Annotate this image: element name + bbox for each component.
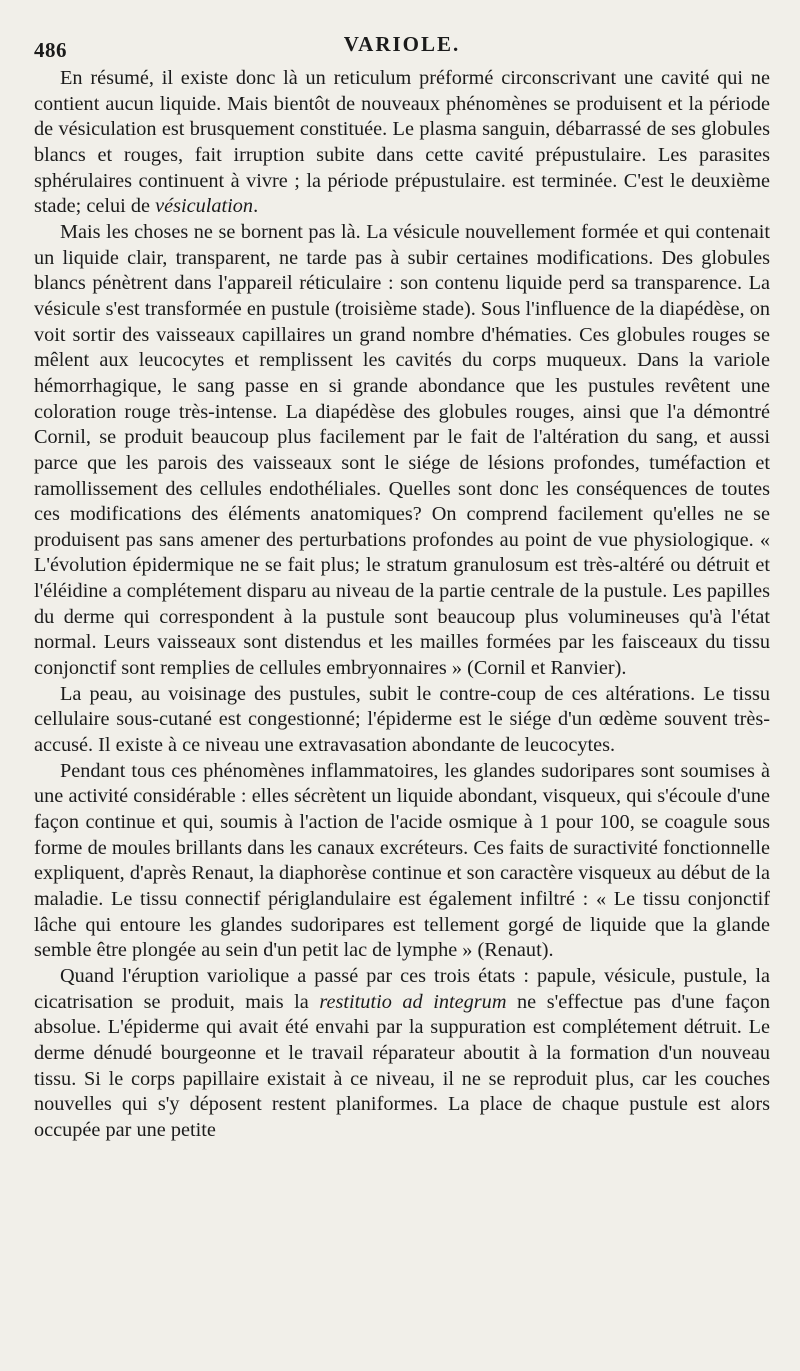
page-header: [34, 22, 770, 66]
page-number: 486: [34, 38, 67, 62]
paragraph: En résumé, il existe donc là un reticulum préformé circonscrivant une cavité qui ne contient aucun liquide. Mais bientôt de nouveaux phénomènes se produisent et la période de vésiculation est brusquement constituée. Le plasma sanguin, débarrassé de ses globules blancs et rouges, fait irruption subite dans cette cavité prépustulaire. Les parasites sphérulaires continuent à vivre ; la période prépustulaire. est terminée. C'est le deuxième stade; celui de vésiculation.: [34, 67, 770, 218]
running-title: VARIOLE.: [343, 32, 461, 56]
italic-term: restitutio ad integrum: [319, 990, 507, 1013]
paragraph: Mais les choses ne se bornent pas là. La vésicule nouvellement formée et qui contenait un liquide clair, transparent, ne tarde pas à subir certaines modifications. Des globules blancs pénètrent dans l'appareil réticulaire : son contenu liquide perd sa transparence. La vésicule s'est transformée en pustule (troisième stade). Sous l'influence de la diapédèse, on voit sortir des vaisseaux capillaires un grand nombre d'hématies. Ces globules rouges se mêlent aux leucocytes et remplissent les cavités du corps muqueux. Dans la variole hémorrhagique, le sang passe en si grande abondance que les pustules revêtent une coloration rouge très-intense. La diapédèse des globules rouges, ainsi que l'a démontré Cornil, se produit beaucoup plus facilement par le fait de l'altération du sang, et aussi parce que les parois des vaisseaux sont le siége de lésions profondes, tuméfaction et ramollissement des cellules endothéliales. Quelles sont donc les conséquences de toutes ces modifications des éléments anatomiques? On comprend facilement qu'elles ne se produisent pas sans amener des perturbations profondes au point de vue physiologique. « L'évolution épidermique ne se fait plus; le stratum granulosum est très-altéré ou détruit et l'éléidine a complétement disparu au niveau de la partie centrale de la pustule. Les papilles du derme qui correspondent à la pustule sont beaucoup plus volumineuses qu'à l'état normal. Leurs vaisseaux sont distendus et les mailles formées par les faisceaux du tissu conjonctif sont remplies de cellules embryonnaires » (Cornil et Ranvier).: [34, 220, 770, 680]
paragraph: Pendant tous ces phénomènes inflammatoires, les glandes sudoripares sont soumises à une activité considérable : elles sécrètent un liquide abondant, visqueux, qui s'écoule d'une façon continue et qui, soumis à l'action de l'acide osmique à 1 pour 100, se coagule sous forme de moules brillants dans les canaux excréteurs. Ces faits de suractivité fonctionnelle expliquent, d'après Renaut, la diaphorèse continue et son caractère visqueux au début de la maladie. Le tissu connectif périglandulaire est également infiltré : « Le tissu conjonctif lâche qui entoure les glandes sudoripares est tellement gorgé de liquide que la glande semble être plongée au sein d'un petit lac de lymphe » (Renaut).: [34, 759, 770, 962]
paragraph: Quand l'éruption variolique a passé par ces trois états : papule, vésicule, pustule, la cicatrisation se produit, mais la restitutio ad integrum ne s'effectue pas d'une façon absolue. L'épiderme qui avait été envahi par la suppuration est complétement détruit. Le derme dénudé bourgeonne et le travail réparateur aboutit à la formation d'un nouveau tissu. Si le corps papillaire existait à ce niveau, il ne se reproduit plus, car les couches nouvelles qui s'y déposent restent planiformes. La place de chaque pustule est alors occupée par une petite: [34, 964, 770, 1141]
italic-term: vésiculation: [155, 195, 254, 218]
paragraph: La peau, au voisinage des pustules, subit le contre-coup de ces altérations. Le tissu cellulaire sous-cutané est congestionné; l'épiderme est le siége d'un œdème souvent très-accusé. Il existe à ce niveau une extravasation abondante de leucocytes.: [34, 682, 770, 757]
body-text: [34, 66, 770, 1144]
